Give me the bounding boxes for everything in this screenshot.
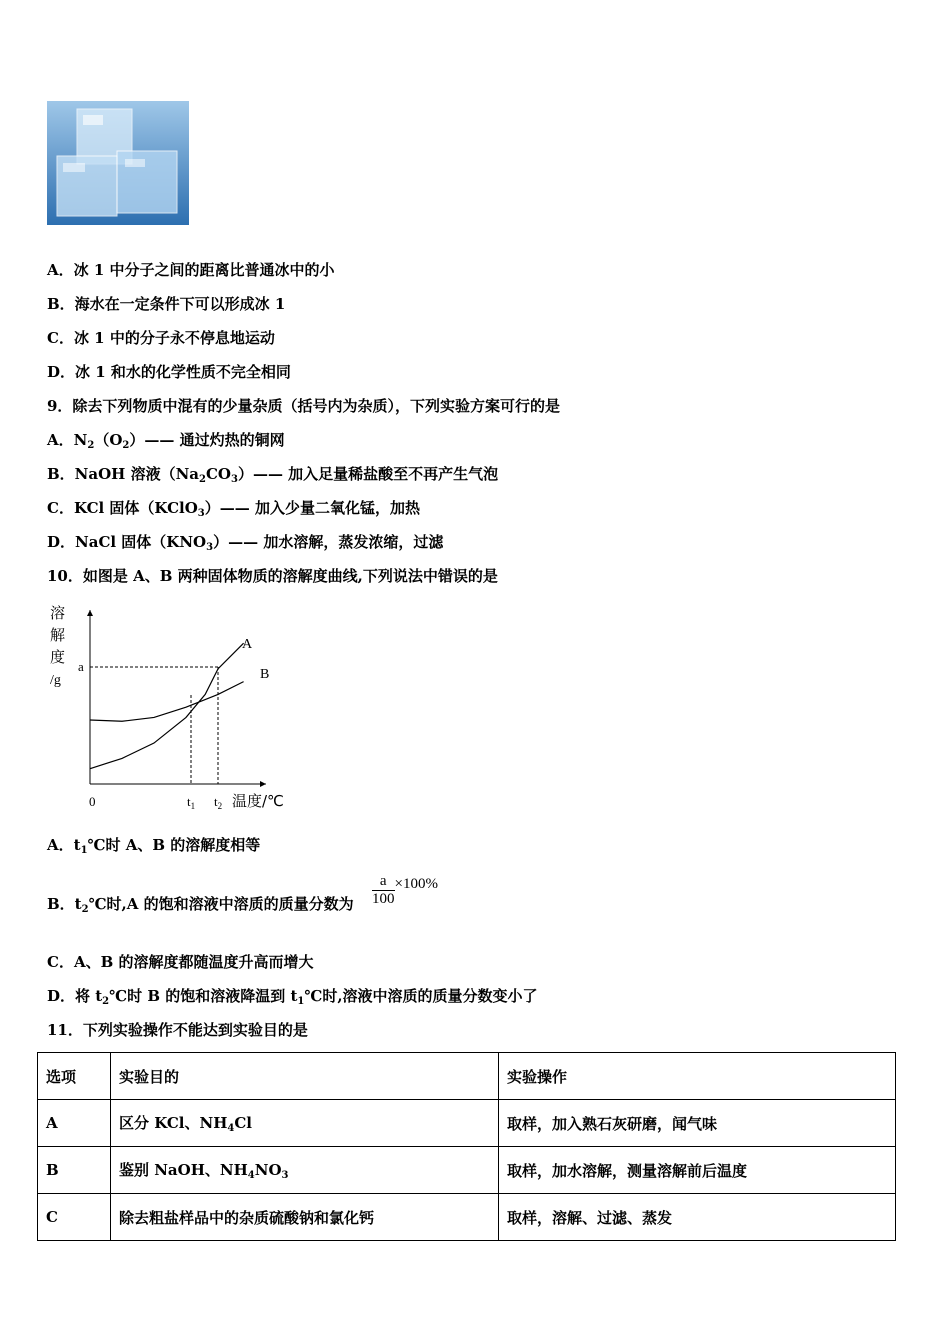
row-operation: 取样，溶解、过滤、蒸发 (499, 1194, 896, 1241)
x-tick-t2: $t_2$ (214, 794, 223, 811)
frac-num: a (372, 873, 395, 891)
ylabel-char-2: 解 (50, 626, 66, 644)
x-axis-label: 温度/℃ (232, 792, 284, 810)
row-goal: 除去粗盐样品中的杂质硫酸钠和氯化钙 (111, 1194, 499, 1241)
table-row (38, 1194, 896, 1241)
row-operation: 取样，加水溶解，测量溶解前后温度 (499, 1147, 896, 1194)
q9-option-a: A．$N_2(O_2)——$ 通过灼热的铜网 (47, 431, 285, 451)
table-row (38, 1147, 896, 1194)
ice-cube-image (47, 101, 189, 225)
q10-question: 10．如图是 A、B 两种固体物质的溶解度曲线,下列说法中错误的是 (47, 567, 498, 585)
origin-label: 0 (89, 794, 96, 809)
y-tick-a: a (78, 659, 84, 674)
ylabel-char-1: 溶 (50, 604, 66, 622)
q11-question: 11．下列实验操作不能达到实验目的是 (47, 1021, 308, 1039)
row-option: B (38, 1147, 111, 1194)
frac-tail: ×100% (394, 875, 438, 892)
x-tick-t1: $t_1$ (187, 794, 196, 811)
fraction-a-over-100 (372, 873, 438, 908)
table-header-row (38, 1053, 896, 1100)
row-option: C (38, 1194, 111, 1241)
header-goal: 实验目的 (111, 1053, 499, 1100)
curve-a-label: A (242, 637, 253, 652)
solubility-chart (44, 602, 304, 814)
q9-option-d: D．NaCl 固体$(KNO_3)——$ 加水溶解，蒸发浓缩，过滤 (47, 533, 444, 553)
row-goal: 区分 KCl、$NH_4Cl$ (111, 1100, 499, 1147)
q11-table (37, 1052, 896, 1241)
ylabel-char-4: /g (50, 673, 61, 688)
table-row (38, 1100, 896, 1147)
row-goal: 鉴别 NaOH、$NH_4NO_3$ (111, 1147, 499, 1194)
q9-option-c: C．KCl 固体（KClO$_3$）—— 加入少量二氧化锰，加热 (47, 499, 420, 519)
curve-b (90, 682, 244, 722)
q10-option-b: B．$t_2℃$时,A 的饱和溶液中溶质的质量分数为 (47, 895, 354, 915)
row-option: A (38, 1100, 111, 1147)
q10-option-c: C．A、B 的溶解度都随温度升高而增大 (47, 953, 314, 971)
q10-option-d: D．将 $t_2℃$时 B 的饱和溶液降温到 $t_1℃$时,溶液中溶质的质量分数变小了 (47, 987, 538, 1007)
q8-option-c: C．冰 1 中的分子永不停息地运动 (47, 329, 275, 347)
ylabel-char-3: 度 (50, 648, 66, 666)
header-operation: 实验操作 (499, 1053, 896, 1100)
q8-option-d: D．冰 1 和水的化学性质不完全相同 (47, 363, 291, 381)
q8-option-b: B．海水在一定条件下可以形成冰 1 (47, 295, 286, 313)
q8-option-a: A．冰 1 中分子之间的距离比普通冰中的小 (47, 261, 335, 279)
q10-option-a: A．$t_1℃$时 A、B 的溶解度相等 (47, 836, 261, 856)
q9-option-b: B．NaOH 溶液$(Na_2CO_3)——$ 加入足量稀盐酸至不再产生气泡 (47, 465, 499, 485)
curve-a (90, 643, 244, 768)
curve-b-label: B (260, 667, 270, 682)
row-operation: 取样，加入熟石灰研磨，闻气味 (499, 1100, 896, 1147)
frac-den: 100 (372, 891, 395, 907)
q9-question: 9．除去下列物质中混有的少量杂质（括号内为杂质），下列实验方案可行的是 (47, 397, 560, 415)
header-option: 选项 (38, 1053, 111, 1100)
